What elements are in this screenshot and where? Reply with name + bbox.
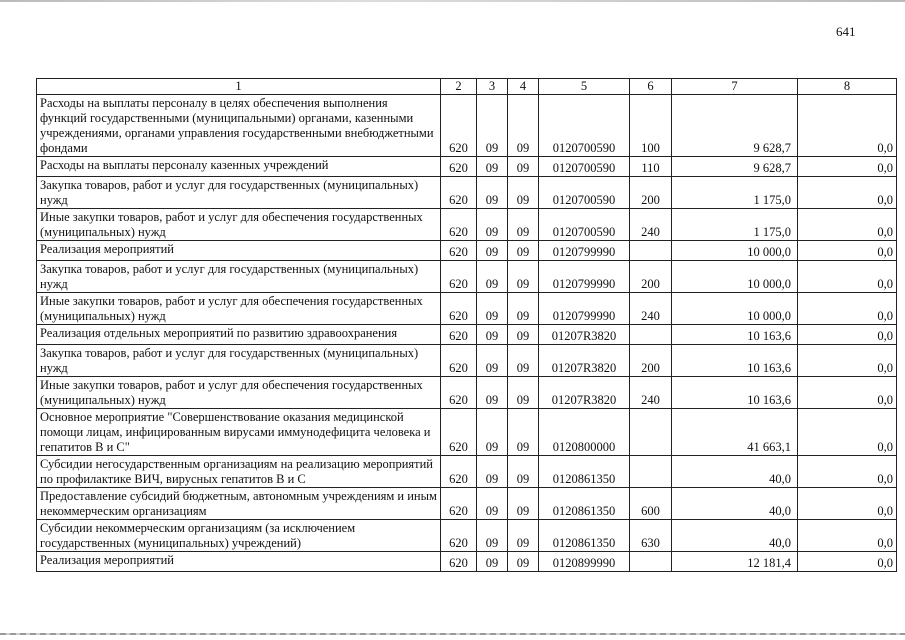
admin-code-cell: 620 bbox=[441, 488, 477, 520]
amount-cell: 10 163,6 bbox=[672, 345, 798, 377]
subsection-cell: 09 bbox=[508, 157, 539, 177]
subsection-cell: 09 bbox=[508, 95, 539, 157]
section-cell: 09 bbox=[477, 261, 508, 293]
expense-type-cell: 630 bbox=[630, 520, 672, 552]
amount-2-cell: 0,0 bbox=[798, 345, 897, 377]
expense-type-cell: 240 bbox=[630, 293, 672, 325]
amount-2-cell: 0,0 bbox=[798, 409, 897, 456]
subsection-cell: 09 bbox=[508, 293, 539, 325]
expense-type-cell: 240 bbox=[630, 377, 672, 409]
amount-cell: 9 628,7 bbox=[672, 157, 798, 177]
amount-2-cell: 0,0 bbox=[798, 325, 897, 345]
table-row bbox=[37, 520, 897, 552]
admin-code-cell: 620 bbox=[441, 345, 477, 377]
subsection-cell: 09 bbox=[508, 377, 539, 409]
amount-cell: 10 000,0 bbox=[672, 261, 798, 293]
section-cell: 09 bbox=[477, 293, 508, 325]
target-article-cell: 0120700590 bbox=[539, 177, 630, 209]
amount-2-cell: 0,0 bbox=[798, 488, 897, 520]
section-cell: 09 bbox=[477, 95, 508, 157]
section-cell: 09 bbox=[477, 209, 508, 241]
amount-2-cell: 0,0 bbox=[798, 177, 897, 209]
item-name-cell: Закупка товаров, работ и услуг для государственных (муниципальных) нужд bbox=[37, 345, 441, 377]
admin-code-cell: 620 bbox=[441, 95, 477, 157]
admin-code-cell: 620 bbox=[441, 241, 477, 261]
target-article-cell: 0120799990 bbox=[539, 293, 630, 325]
subsection-cell: 09 bbox=[508, 261, 539, 293]
expense-type-cell: 200 bbox=[630, 177, 672, 209]
table-row bbox=[37, 293, 897, 325]
target-article-cell: 0120861350 bbox=[539, 456, 630, 488]
expense-type-cell bbox=[630, 241, 672, 261]
item-name-cell: Иные закупки товаров, работ и услуг для обеспечения государственных (муниципальных) нужд bbox=[37, 377, 441, 409]
amount-cell: 40,0 bbox=[672, 456, 798, 488]
target-article-cell: 0120700590 bbox=[539, 157, 630, 177]
expense-type-cell: 200 bbox=[630, 261, 672, 293]
header-cell: 6 bbox=[630, 79, 672, 95]
target-article-cell: 01207R3820 bbox=[539, 377, 630, 409]
section-cell: 09 bbox=[477, 488, 508, 520]
item-name-cell: Расходы на выплаты персоналу казенных учреждений bbox=[37, 157, 441, 177]
amount-2-cell: 0,0 bbox=[798, 241, 897, 261]
item-name-cell: Субсидии негосударственным организациям на реализацию мероприятий по профилактике ВИЧ, вирусных гепатитов В и С bbox=[37, 456, 441, 488]
section-cell: 09 bbox=[477, 377, 508, 409]
amount-2-cell: 0,0 bbox=[798, 520, 897, 552]
bottom-scan-edge bbox=[0, 633, 905, 635]
admin-code-cell: 620 bbox=[441, 325, 477, 345]
admin-code-cell: 620 bbox=[441, 209, 477, 241]
admin-code-cell: 620 bbox=[441, 157, 477, 177]
table-row bbox=[37, 209, 897, 241]
section-cell: 09 bbox=[477, 409, 508, 456]
admin-code-cell: 620 bbox=[441, 261, 477, 293]
subsection-cell: 09 bbox=[508, 488, 539, 520]
expense-type-cell bbox=[630, 325, 672, 345]
amount-cell: 40,0 bbox=[672, 488, 798, 520]
subsection-cell: 09 bbox=[508, 345, 539, 377]
table-row bbox=[37, 552, 897, 572]
section-cell: 09 bbox=[477, 520, 508, 552]
amount-cell: 40,0 bbox=[672, 520, 798, 552]
header-cell: 3 bbox=[477, 79, 508, 95]
expense-type-cell: 100 bbox=[630, 95, 672, 157]
amount-2-cell: 0,0 bbox=[798, 261, 897, 293]
amount-cell: 9 628,7 bbox=[672, 95, 798, 157]
item-name-cell: Иные закупки товаров, работ и услуг для обеспечения государственных (муниципальных) нужд bbox=[37, 209, 441, 241]
top-scan-edge bbox=[0, 0, 905, 2]
admin-code-cell: 620 bbox=[441, 177, 477, 209]
table-row bbox=[37, 241, 897, 261]
target-article-cell: 0120799990 bbox=[539, 241, 630, 261]
item-name-cell: Закупка товаров, работ и услуг для государственных (муниципальных) нужд bbox=[37, 177, 441, 209]
section-cell: 09 bbox=[477, 157, 508, 177]
target-article-cell: 0120800000 bbox=[539, 409, 630, 456]
header-cell: 5 bbox=[539, 79, 630, 95]
target-article-cell: 0120799990 bbox=[539, 261, 630, 293]
header-cell: 1 bbox=[37, 79, 441, 95]
amount-cell: 1 175,0 bbox=[672, 177, 798, 209]
subsection-cell: 09 bbox=[508, 552, 539, 572]
target-article-cell: 01207R3820 bbox=[539, 345, 630, 377]
admin-code-cell: 620 bbox=[441, 377, 477, 409]
subsection-cell: 09 bbox=[508, 456, 539, 488]
admin-code-cell: 620 bbox=[441, 293, 477, 325]
page-number: 641 bbox=[836, 24, 856, 39]
target-article-cell: 0120700590 bbox=[539, 95, 630, 157]
expense-type-cell: 110 bbox=[630, 157, 672, 177]
expense-type-cell bbox=[630, 409, 672, 456]
subsection-cell: 09 bbox=[508, 520, 539, 552]
item-name-cell: Реализация мероприятий bbox=[37, 552, 441, 572]
header-cell: 7 bbox=[672, 79, 798, 95]
header-cell: 4 bbox=[508, 79, 539, 95]
target-article-cell: 01207R3820 bbox=[539, 325, 630, 345]
item-name-cell: Основное мероприятие "Совершенствование оказания медицинской помощи лицам, инфицированным вирусами иммунодефицита человека и гепатитов В и С" bbox=[37, 409, 441, 456]
section-cell: 09 bbox=[477, 345, 508, 377]
subsection-cell: 09 bbox=[508, 177, 539, 209]
table-row bbox=[37, 325, 897, 345]
amount-cell: 10 000,0 bbox=[672, 241, 798, 261]
expense-type-cell bbox=[630, 552, 672, 572]
item-name-cell: Субсидии некоммерческим организациям (за исключением государственных (муниципальных) учреждений) bbox=[37, 520, 441, 552]
amount-cell: 10 000,0 bbox=[672, 293, 798, 325]
section-cell: 09 bbox=[477, 552, 508, 572]
section-cell: 09 bbox=[477, 325, 508, 345]
target-article-cell: 0120861350 bbox=[539, 488, 630, 520]
expense-type-cell bbox=[630, 456, 672, 488]
amount-cell: 10 163,6 bbox=[672, 325, 798, 345]
target-article-cell: 0120700590 bbox=[539, 209, 630, 241]
item-name-cell: Предоставление субсидий бюджетным, автономным учреждениям и иным некоммерческим организациям bbox=[37, 488, 441, 520]
budget-table bbox=[36, 78, 897, 572]
expense-type-cell: 240 bbox=[630, 209, 672, 241]
table-row bbox=[37, 261, 897, 293]
section-cell: 09 bbox=[477, 177, 508, 209]
subsection-cell: 09 bbox=[508, 209, 539, 241]
subsection-cell: 09 bbox=[508, 241, 539, 261]
amount-2-cell: 0,0 bbox=[798, 95, 897, 157]
amount-2-cell: 0,0 bbox=[798, 377, 897, 409]
amount-cell: 10 163,6 bbox=[672, 377, 798, 409]
amount-2-cell: 0,0 bbox=[798, 456, 897, 488]
table-row bbox=[37, 456, 897, 488]
admin-code-cell: 620 bbox=[441, 409, 477, 456]
item-name-cell: Иные закупки товаров, работ и услуг для обеспечения государственных (муниципальных) нужд bbox=[37, 293, 441, 325]
header-cell: 8 bbox=[798, 79, 897, 95]
admin-code-cell: 620 bbox=[441, 520, 477, 552]
admin-code-cell: 620 bbox=[441, 456, 477, 488]
subsection-cell: 09 bbox=[508, 409, 539, 456]
expense-type-cell: 600 bbox=[630, 488, 672, 520]
item-name-cell: Закупка товаров, работ и услуг для государственных (муниципальных) нужд bbox=[37, 261, 441, 293]
table-header-row bbox=[37, 79, 897, 95]
amount-2-cell: 0,0 bbox=[798, 293, 897, 325]
section-cell: 09 bbox=[477, 456, 508, 488]
target-article-cell: 0120861350 bbox=[539, 520, 630, 552]
target-article-cell: 0120899990 bbox=[539, 552, 630, 572]
amount-2-cell: 0,0 bbox=[798, 552, 897, 572]
table-row bbox=[37, 488, 897, 520]
header-cell: 2 bbox=[441, 79, 477, 95]
section-cell: 09 bbox=[477, 241, 508, 261]
admin-code-cell: 620 bbox=[441, 552, 477, 572]
amount-2-cell: 0,0 bbox=[798, 209, 897, 241]
item-name-cell: Реализация мероприятий bbox=[37, 241, 441, 261]
amount-cell: 1 175,0 bbox=[672, 209, 798, 241]
amount-cell: 12 181,4 bbox=[672, 552, 798, 572]
expense-type-cell: 200 bbox=[630, 345, 672, 377]
item-name-cell: Реализация отдельных мероприятий по развитию здравоохранения bbox=[37, 325, 441, 345]
table-row bbox=[37, 177, 897, 209]
table-row bbox=[37, 345, 897, 377]
table-row bbox=[37, 409, 897, 456]
table-row bbox=[37, 95, 897, 157]
amount-2-cell: 0,0 bbox=[798, 157, 897, 177]
amount-cell: 41 663,1 bbox=[672, 409, 798, 456]
table-row bbox=[37, 377, 897, 409]
item-name-cell: Расходы на выплаты персоналу в целях обеспечения выполнения функций государственными (муниципальными) органами, казенными учреждениями, органами управления государственными внебюджетными фондами bbox=[37, 95, 441, 157]
table-row bbox=[37, 157, 897, 177]
subsection-cell: 09 bbox=[508, 325, 539, 345]
